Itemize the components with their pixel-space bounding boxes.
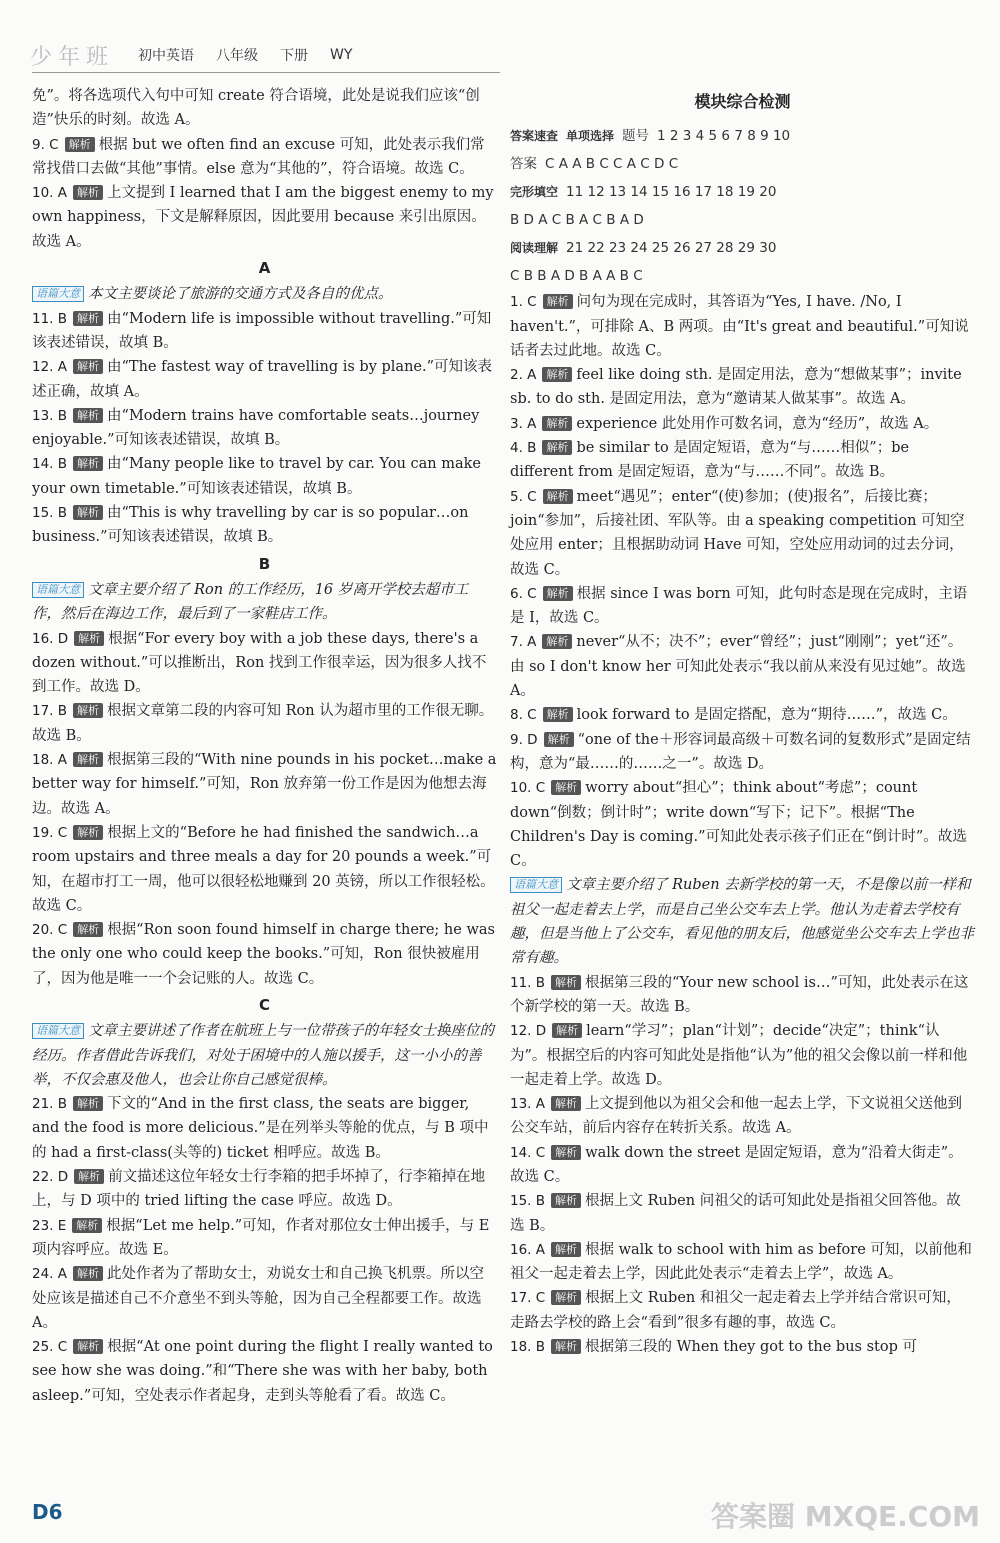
- answer-number: 25. C: [32, 1339, 68, 1356]
- analysis-tag: 解析: [74, 631, 104, 646]
- answer-number: 10. C: [510, 780, 546, 797]
- answer-number: 18. A: [32, 752, 67, 769]
- analysis-tag: 解析: [543, 707, 573, 722]
- section-heading: B: [258, 554, 271, 573]
- answer-number: 11. B: [32, 310, 68, 327]
- answer-item: [32, 821, 497, 918]
- page-label: D6: [32, 1500, 63, 1524]
- answer-key: [510, 122, 975, 290]
- answer-number: 1. C: [510, 294, 537, 311]
- analysis-tag: 解析: [73, 825, 103, 840]
- analysis-tag: 解析: [542, 416, 572, 431]
- summary-tag: 语篇大意: [510, 877, 562, 893]
- answer-item: [32, 133, 497, 182]
- page-header: [30, 38, 374, 72]
- right-items: [510, 290, 975, 1359]
- answer-number: 21. B: [32, 1096, 68, 1113]
- answer-text: worry about“担心”；think about“考虑”；count down“倒数；倒计时”；write down“写下；记下”。根据“The Children's Day is coming.”可知此处表示孩子们正在“倒计时”。故选 C。: [510, 780, 967, 870]
- answer-number: 7. A: [510, 634, 537, 651]
- grade: 八年级: [216, 48, 259, 64]
- answer-number: 2. A: [510, 367, 537, 384]
- answer-number: 11. B: [510, 974, 546, 991]
- answer-number: 4. B: [510, 440, 537, 457]
- answer-item: [32, 627, 497, 700]
- answer-item: [510, 1286, 975, 1335]
- logo: 少年班: [30, 44, 115, 70]
- answer-item: [32, 307, 497, 356]
- summary: [32, 578, 497, 627]
- answer-item: [32, 84, 497, 133]
- answer-item: [510, 1019, 975, 1092]
- analysis-tag: 解析: [544, 732, 574, 747]
- answer-text: learn“学习”；plan“计划”；decide“决定”；think“认为”。根据空后的内容可知此处是指他“认为”他的祖父会像以前一样和他一起走着上学。故选 D。: [510, 1023, 968, 1088]
- answer-number: 3. A: [510, 415, 537, 432]
- analysis-tag: 解析: [551, 780, 581, 795]
- answer-number: 8. C: [510, 707, 537, 724]
- answer-item: [510, 290, 975, 363]
- answer-item: [510, 363, 975, 412]
- answer-text: 根据第三段的“With nine pounds in his pocket…make a better way for himself.”可知，Ron 放弃第一份工作是因为他想去海边。故选 A。: [32, 752, 497, 817]
- answer-text: 下文的“And in the first class, the seats are bigger, and the food is more delicious.”是在列举头等舱的优点，与 B 项中的 had a first-class(头等的) ticket 相呼应。故选 B。: [32, 1096, 489, 1161]
- answer-text: walk down the street 是固定短语，意为“沿着大街走”。故选 C。: [510, 1144, 963, 1185]
- row2-answers: B D A C B A C B A D: [510, 212, 644, 229]
- num-label: 题号: [622, 128, 650, 145]
- answer-text: 根据“Ron soon found himself in charge there; he was the only one who could keep the books.”可知，Ron 很快被雇用了，因为他是唯一一个会记账的人。故选 C。: [32, 922, 495, 987]
- summary-text: 本文主要谈论了旅游的交通方式及各自的优点。: [88, 286, 393, 303]
- answer-item: [510, 1141, 975, 1190]
- answer-key-sec2: 完形填空: [510, 185, 559, 200]
- answer-text: 根据第三段的 When they got to the bus stop 可: [585, 1339, 917, 1356]
- answer-text: be similar to 是固定短语，意为“与……相似”；be different from 是固定短语，意为“与……不同”。故选 B。: [510, 440, 910, 481]
- answer-item: [32, 181, 497, 254]
- module-title: 模块综合检测: [694, 92, 791, 111]
- analysis-tag: 解析: [73, 456, 103, 471]
- answer-number: 6. C: [510, 585, 537, 602]
- answer-item: [510, 703, 975, 727]
- answer-item: [32, 404, 497, 453]
- answer-text: 上文提到 I learned that I am the biggest enemy to my own happiness，下文是解释原因，因此要用 because 来引出原因。故选 A。: [32, 185, 494, 250]
- answer-key-sec1: 单项选择: [566, 129, 615, 144]
- right-column: [510, 84, 975, 1359]
- answer-number: 22. D: [32, 1169, 69, 1186]
- answer-text: 免”。将各选项代入句中可知 create 符合语境，此处是说我们应该“创造”快乐的时刻。故选 A。: [32, 88, 480, 129]
- answer-text: look forward to 是固定搭配，意为“期待……”，故选 C。: [576, 707, 957, 724]
- answer-text: 前文描述这位年轻女士行李箱的把手坏掉了，行李箱掉在地上，与 D 项中的 tried lifting the case 呼应。故选 D。: [32, 1169, 486, 1210]
- answer-text: 根据上文 Ruben 问祖父的话可知此处是指祖父回答他。故选 B。: [510, 1193, 961, 1234]
- answer-number: 14. C: [510, 1144, 546, 1161]
- analysis-tag: 解析: [543, 489, 573, 504]
- answer-item: [32, 501, 497, 550]
- answer-text: 根据 walk to school with him as before 可知，以前他和祖父一起走着去上学，因此此处表示“走着去上学”，故选 A。: [510, 1241, 972, 1283]
- summary-text: 文章主要讲述了作者在航班上与一位带孩子的年轻女士换座位的经历。作者借此告诉我们，对处于困境中的人施以援手，这一小小的善举，不仅会惠及他人，也会让你自己感觉很棒。: [32, 1023, 494, 1088]
- summary: [32, 282, 497, 306]
- answer-number: 20. C: [32, 922, 68, 939]
- answer-text: experience 此处用作可数名词，意为“经历”，故选 A。: [576, 415, 939, 432]
- answer-text: 根据第三段的“Your new school is…”可知，此处表示在这个新学校的第一天。故选 B。: [510, 974, 969, 1015]
- answer-number: 18. B: [510, 1339, 546, 1356]
- analysis-tag: 解析: [551, 1096, 581, 1111]
- analysis-tag: 解析: [542, 367, 572, 382]
- answer-text: meet“遇见”；enter“(使)参加；(使)报名”，后接比赛；join“参加”，后接社团、军队等。由 a speaking competition 可知空处应用 enter；且根据助动词 Have 可知，空处应用动词的过去分词，故选 C。: [510, 488, 965, 578]
- answer-item: [510, 436, 975, 485]
- left-column: [32, 84, 497, 1408]
- ans-label: 答案: [510, 156, 537, 173]
- book: 下册: [280, 48, 309, 64]
- answer-item: [32, 1165, 497, 1214]
- summary: [32, 1019, 497, 1092]
- summary-tag: 语篇大意: [32, 582, 84, 598]
- answer-text: “one of the＋形容词最高级＋可数名词的复数形式”是固定结构，意为“最……的……之一”。故选 D。: [510, 731, 971, 772]
- answer-item: [510, 485, 975, 582]
- analysis-tag: 解析: [551, 1145, 581, 1160]
- answer-number: 9. D: [510, 731, 538, 748]
- section-heading: A: [258, 259, 271, 278]
- answer-number: 13. A: [510, 1096, 545, 1113]
- analysis-tag: 解析: [551, 1290, 581, 1305]
- answer-number: 12. A: [32, 359, 67, 376]
- answer-item: [510, 630, 975, 703]
- analysis-tag: 解析: [73, 703, 103, 718]
- subject: 初中英语: [138, 48, 195, 64]
- answer-item: [32, 355, 497, 404]
- summary-tag: 语篇大意: [32, 286, 84, 302]
- row3-nums: 21 22 23 24 25 26 27 28 29 30: [566, 240, 777, 257]
- answer-text: 根据“At one point during the flight I really wanted to see how she was doing.”和“There she was with her baby, both asleep.”可知，空处表示作者起身，走到头等舱看了看。故选 C。: [32, 1339, 493, 1404]
- analysis-tag: 解析: [65, 137, 95, 152]
- summary-tag: 语篇大意: [32, 1023, 84, 1039]
- answer-number: 15. B: [510, 1193, 546, 1210]
- analysis-tag: 解析: [73, 359, 103, 374]
- answer-number: 24. A: [32, 1266, 67, 1283]
- answer-text: 由“Modern life is impossible without travelling.”可知该表述错误，故填 B。: [32, 310, 492, 351]
- section-heading: C: [258, 995, 270, 1014]
- answer-item: [32, 918, 497, 991]
- answer-key-label: 答案速查: [510, 129, 559, 144]
- summary: [510, 873, 975, 970]
- answer-text: 根据“Let me help.”可知，作者对那位女士伸出援手，与 E 项内容呼应。故选 E。: [32, 1217, 490, 1258]
- analysis-tag: 解析: [552, 1023, 582, 1038]
- answer-item: [510, 412, 975, 436]
- answer-item: [32, 452, 497, 501]
- answer-text: 此处作者为了帮助女士，劝说女士和自己换飞机票。所以空处应该是描述自己不介意坐不到头等舱，因为自己全程都要工作。故选 A。: [32, 1266, 484, 1331]
- analysis-tag: 解析: [551, 1193, 581, 1208]
- answer-item: [32, 1262, 497, 1335]
- answer-item: [510, 582, 975, 631]
- answer-text: 由“Modern trains have comfortable seats…journey enjoyable.”可知该表述错误，故填 B。: [32, 407, 480, 449]
- analysis-tag: 解析: [543, 294, 573, 309]
- answer-text: 由“The fastest way of travelling is by plane.”可知该表述正确，故填 A。: [32, 359, 493, 400]
- analysis-tag: 解析: [73, 185, 103, 200]
- answer-text: 上文提到他以为祖父会和他一起去上学，下文说祖父送他到公交车站，前后内容存在转折关系。故选 A。: [510, 1096, 962, 1137]
- answer-text: 根据“For every boy with a job these days, there's a dozen without.”可以推断出，Ron 找到工作很幸运，因为很多人找不到工作。故选 D。: [32, 630, 487, 696]
- answer-item: [510, 1092, 975, 1141]
- analysis-tag: 解析: [542, 440, 572, 455]
- analysis-tag: 解析: [72, 1218, 102, 1233]
- row1-nums: 1 2 3 4 5 6 7 8 9 10: [657, 128, 791, 145]
- answer-number: 17. B: [32, 703, 68, 720]
- answer-text: never“从不；决不”；ever“曾经”；just“刚刚”；yet“还”。由 so I don't know her 可知此处表示“我以前从来没有见过她”。故选 A。: [510, 634, 966, 700]
- answer-number: 19. C: [32, 824, 68, 841]
- answer-text: 问句为现在完成时，其答语为“Yes, I have. /No, I haven't.”，可排除 A、B 两项。由“It's great and beautiful.”可知说话者去过此地。故选 C。: [510, 294, 969, 359]
- answer-number: 13. B: [32, 407, 68, 424]
- summary-text: 文章主要介绍了 Ron 的工作经历，16 岁离开学校去超市工作，然后在海边工作，最后到了一家鞋店工作。: [32, 581, 469, 623]
- answer-item: [510, 728, 975, 777]
- answer-number: 9. C: [32, 136, 59, 153]
- answer-number: 16. A: [510, 1241, 545, 1258]
- answer-number: 23. E: [32, 1217, 67, 1234]
- answer-key-sec3: 阅读理解: [510, 241, 559, 256]
- analysis-tag: 解析: [73, 408, 103, 423]
- answer-item: [32, 1335, 497, 1408]
- analysis-tag: 解析: [551, 1339, 581, 1354]
- answer-item: [32, 699, 497, 748]
- answer-item: [510, 1238, 975, 1287]
- analysis-tag: 解析: [551, 975, 581, 990]
- answer-text: 根据上文 Ruben 和祖父一起走着去上学并结合常识可知，走路去学校的路上会“看到”很多有趣的事，故选 C。: [510, 1290, 961, 1331]
- analysis-tag: 解析: [543, 586, 573, 601]
- watermark: 答案圈 MXQE.COM: [711, 1500, 980, 1533]
- answer-number: 16. D: [32, 630, 69, 647]
- analysis-tag: 解析: [73, 922, 103, 937]
- answer-number: 12. D: [510, 1023, 547, 1040]
- row1-answers: C A A B C C A C D C: [545, 156, 679, 173]
- answer-item: [510, 971, 975, 1020]
- analysis-tag: 解析: [74, 1169, 104, 1184]
- answer-item: [510, 1335, 975, 1359]
- answer-number: 14. B: [32, 456, 68, 473]
- analysis-tag: 解析: [551, 1242, 581, 1257]
- answer-number: 15. B: [32, 505, 68, 522]
- answer-number: 17. C: [510, 1290, 546, 1307]
- answer-item: [510, 1189, 975, 1238]
- answer-text: 由“Many people like to travel by car. You can make your own timetable.”可知该表述错误，故填 B。: [32, 456, 481, 497]
- analysis-tag: 解析: [73, 311, 103, 326]
- answer-item: [510, 776, 975, 873]
- analysis-tag: 解析: [73, 1096, 103, 1111]
- summary-text: 文章主要介绍了 Ruben 去新学校的第一天，不是像以前一样和祖父一起走着去上学，而是自己坐公交车去上学。他认为走着去学校有趣，但是当他上了公交车，看见他的朋友后，他感觉坐公交车去上学也非常有趣。: [510, 877, 974, 967]
- answer-item: [32, 1092, 497, 1165]
- analysis-tag: 解析: [73, 1339, 103, 1354]
- row3-answers: C B B A D B A A B C: [510, 268, 643, 285]
- analysis-tag: 解析: [73, 1266, 103, 1281]
- analysis-tag: 解析: [542, 634, 572, 649]
- answer-item: [32, 1214, 497, 1263]
- analysis-tag: 解析: [73, 505, 103, 520]
- answer-text: feel like doing sth. 是固定用法，意为“想做某事”；invite sb. to do sth. 是固定用法，意为“邀请某人做某事”。故选 A。: [510, 367, 962, 408]
- analysis-tag: 解析: [73, 752, 103, 767]
- header-divider: [32, 72, 500, 73]
- answer-item: [32, 748, 497, 821]
- answer-number: 5. C: [510, 488, 537, 505]
- answer-text: 根据 but we often find an excuse 可知，此处表示我们常常找借口去做“其他”事情。else 意为“其他的”，符合语境。故选 C。: [32, 136, 485, 177]
- answer-number: 10. A: [32, 185, 67, 202]
- row2-nums: 11 12 13 14 15 16 17 18 19 20: [566, 184, 777, 201]
- answer-text: 根据文章第二段的内容可知 Ron 认为超市里的工作很无聊。故选 B。: [32, 703, 494, 744]
- answer-text: 根据 since I was born 可知，此句时态是现在完成时，主语是 I，故选 C。: [510, 585, 968, 627]
- edition: WY: [330, 47, 353, 63]
- answer-text: 根据上文的“Before he had finished the sandwich…a room upstairs and three meals a day for 20 pounds a week.”可知，在超市打工一周，他可以很轻松地赚到 20 英镑，所以工作很轻松。故选 C。: [32, 824, 495, 914]
- answer-text: 由“This is why travelling by car is so popular…on business.”可知该表述错误，故填 B。: [32, 505, 469, 546]
